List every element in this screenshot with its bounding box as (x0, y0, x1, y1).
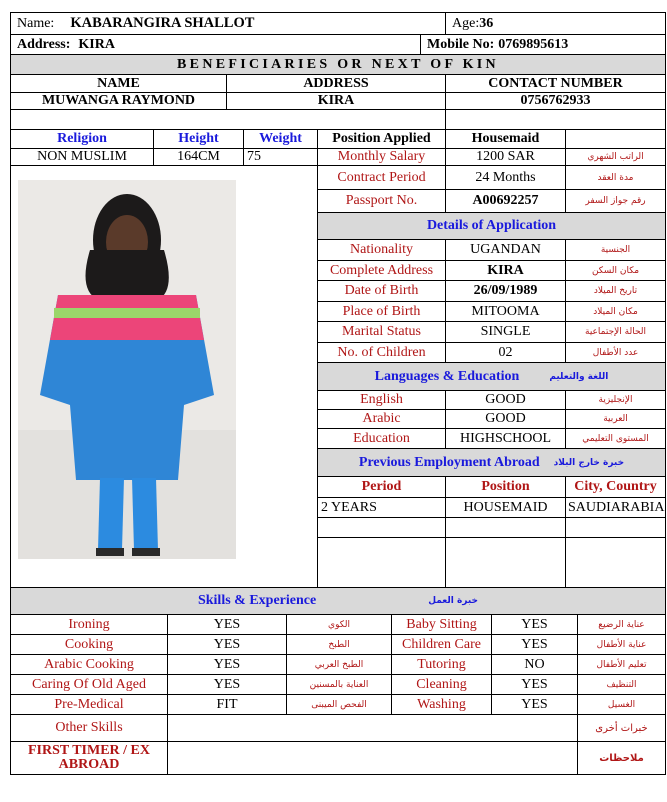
skill-right-label-0: Baby Sitting (392, 615, 492, 635)
application-value-0: UGANDAN (446, 240, 566, 261)
address-label: Address: (17, 36, 71, 52)
languages-title-cell (318, 363, 666, 391)
skill-right-value-4: YES (492, 695, 578, 715)
kin-name-value: MUWANGA RAYMOND (11, 93, 227, 110)
photo-area (11, 166, 318, 588)
skill-left-ar-3: العناية بالمسنين (287, 675, 392, 695)
languages-title: Languages & Education (374, 368, 520, 384)
address-value: KIRA (78, 36, 115, 52)
application-label-1: Complete Address (318, 261, 446, 281)
mobile-label: Mobile No: (427, 36, 495, 52)
kin-contact-header: CONTACT NUMBER (446, 75, 666, 93)
position-header: Position (446, 477, 566, 498)
skill-right-value-0: YES (492, 615, 578, 635)
employment-empty-2c (566, 538, 666, 588)
other-skills-value (168, 715, 578, 742)
language-ar-2: المستوى التعليمي (566, 429, 666, 449)
application-label-0: Nationality (318, 240, 446, 261)
first-timer-label (11, 742, 168, 775)
kin-empty-left (11, 110, 446, 130)
employment-location: SAUDIARABIA (566, 498, 666, 518)
skill-right-ar-4: الغسيل (578, 695, 666, 715)
employment-empty-2b (446, 538, 566, 588)
application-ar-4: الحالة الإجتماعية (566, 322, 666, 343)
mobile-value: 0769895613 (498, 36, 569, 52)
skill-right-ar-1: عناية الأطفال (578, 635, 666, 655)
skill-right-label-1: Children Care (392, 635, 492, 655)
employment-position: HOUSEMAID (446, 498, 566, 518)
skills-title: Skills & Experience (197, 593, 317, 608)
contract-period-ar: مدة العقد (566, 166, 666, 190)
application-ar-3: مكان الميلاد (566, 302, 666, 322)
application-form (10, 12, 666, 775)
first-timer-line1: FIRST TIMER / EX (27, 743, 150, 758)
employment-empty-2a (318, 538, 446, 588)
position-applied-label: Position Applied (318, 130, 446, 149)
skills-title-cell (11, 588, 666, 615)
employment-title-cell (318, 449, 666, 477)
passport-value: A00692257 (446, 190, 566, 213)
religion-value: NON MUSLIM (11, 149, 154, 166)
application-ar-2: تاريخ الميلاد (566, 281, 666, 302)
kin-name-header: NAME (11, 75, 227, 93)
application-value-1: KIRA (446, 261, 566, 281)
language-label-1: Arabic (318, 410, 446, 429)
skill-right-value-2: NO (492, 655, 578, 675)
language-label-0: English (318, 391, 446, 410)
application-ar-5: عدد الأطفال (566, 343, 666, 363)
skill-left-ar-0: الكوي (287, 615, 392, 635)
language-ar-1: العربية (566, 410, 666, 429)
monthly-salary-label: Monthly Salary (318, 149, 446, 166)
skill-left-label-1: Cooking (11, 635, 168, 655)
skills-title-ar: خبرة العمل (428, 596, 479, 606)
skill-right-label-4: Washing (392, 695, 492, 715)
first-timer-line2: ABROAD (58, 757, 120, 772)
first-timer-value (168, 742, 578, 775)
skill-right-label-2: Tutoring (392, 655, 492, 675)
employment-empty-1c (566, 518, 666, 538)
age-label: Age: (452, 15, 480, 31)
name-value: KABARANGIRA SHALLOT (70, 15, 255, 31)
skill-right-ar-0: عناية الرضيع (578, 615, 666, 635)
position-applied-value: Housemaid (446, 130, 566, 149)
application-ar-0: الجنسية (566, 240, 666, 261)
employment-title-ar: خبرة خارج البلاد (553, 457, 625, 468)
other-skills-label: Other Skills (11, 715, 168, 742)
skill-left-value-4: FIT (168, 695, 287, 715)
employment-empty-1b (446, 518, 566, 538)
height-value: 164CM (154, 149, 244, 166)
remarks-ar: ملاحظات (578, 742, 666, 775)
employment-empty-1a (318, 518, 446, 538)
passport-ar: رقم جواز السفر (566, 190, 666, 213)
address-cell (11, 35, 421, 55)
name-cell (11, 13, 446, 35)
application-value-5: 02 (446, 343, 566, 363)
height-header: Height (154, 130, 244, 149)
skill-left-value-0: YES (168, 615, 287, 635)
skill-right-value-1: YES (492, 635, 578, 655)
weight-header: Weight (244, 130, 318, 149)
language-value-1: GOOD (446, 410, 566, 429)
skill-right-ar-2: تعليم الأطفال (578, 655, 666, 675)
kin-address-value: KIRA (227, 93, 446, 110)
skill-left-ar-2: الطبخ العربي (287, 655, 392, 675)
kin-empty-right (446, 110, 666, 130)
skill-right-value-3: YES (492, 675, 578, 695)
skill-left-value-2: YES (168, 655, 287, 675)
kin-address-header: ADDRESS (227, 75, 446, 93)
mobile-cell (421, 35, 666, 55)
skill-left-ar-1: الطبخ (287, 635, 392, 655)
employment-period: 2 YEARS (318, 498, 446, 518)
skill-left-label-4: Pre-Medical (11, 695, 168, 715)
kin-section-title: BENEFICIARIES OR NEXT OF KIN (11, 55, 666, 75)
application-label-4: Marital Status (318, 322, 446, 343)
skill-left-value-1: YES (168, 635, 287, 655)
language-value-2: HIGHSCHOOL (446, 429, 566, 449)
kin-contact-value: 0756762933 (446, 93, 666, 110)
languages-title-ar: اللغة والتعليم (549, 371, 609, 382)
application-label-5: No. of Children (318, 343, 446, 363)
application-value-4: SINGLE (446, 322, 566, 343)
weight-value: 75 (244, 149, 318, 166)
skill-left-label-2: Arabic Cooking (11, 655, 168, 675)
skill-left-label-3: Caring Of Old Aged (11, 675, 168, 695)
period-header: Period (318, 477, 446, 498)
application-ar-1: مكان السكن (566, 261, 666, 281)
skill-left-label-0: Ironing (11, 615, 168, 635)
other-skills-ar: خبرات أخرى (578, 715, 666, 742)
language-ar-0: الإنجليزية (566, 391, 666, 410)
application-label-2: Date of Birth (318, 281, 446, 302)
contract-period-label: Contract Period (318, 166, 446, 190)
details-title: Details of Application (318, 213, 666, 240)
application-value-3: MITOOMA (446, 302, 566, 322)
employment-title: Previous Employment Abroad (358, 454, 540, 470)
religion-header: Religion (11, 130, 154, 149)
location-header: City, Country (566, 477, 666, 498)
skill-left-ar-4: الفحص الميبنى (287, 695, 392, 715)
language-value-0: GOOD (446, 391, 566, 410)
contract-period-value: 24 Months (446, 166, 566, 190)
skill-left-value-3: YES (168, 675, 287, 695)
position-applied-ar (566, 130, 666, 149)
application-label-3: Place of Birth (318, 302, 446, 322)
language-label-2: Education (318, 429, 446, 449)
applicant-photo (18, 180, 236, 559)
passport-label: Passport No. (318, 190, 446, 213)
skill-right-ar-3: التنظيف (578, 675, 666, 695)
monthly-salary-ar: الراتب الشهري (566, 149, 666, 166)
name-label: Name: (17, 15, 55, 31)
age-value: 36 (479, 15, 494, 31)
skill-right-label-3: Cleaning (392, 675, 492, 695)
application-value-2: 26/09/1989 (446, 281, 566, 302)
age-cell (446, 13, 666, 35)
monthly-salary-value: 1200 SAR (446, 149, 566, 166)
